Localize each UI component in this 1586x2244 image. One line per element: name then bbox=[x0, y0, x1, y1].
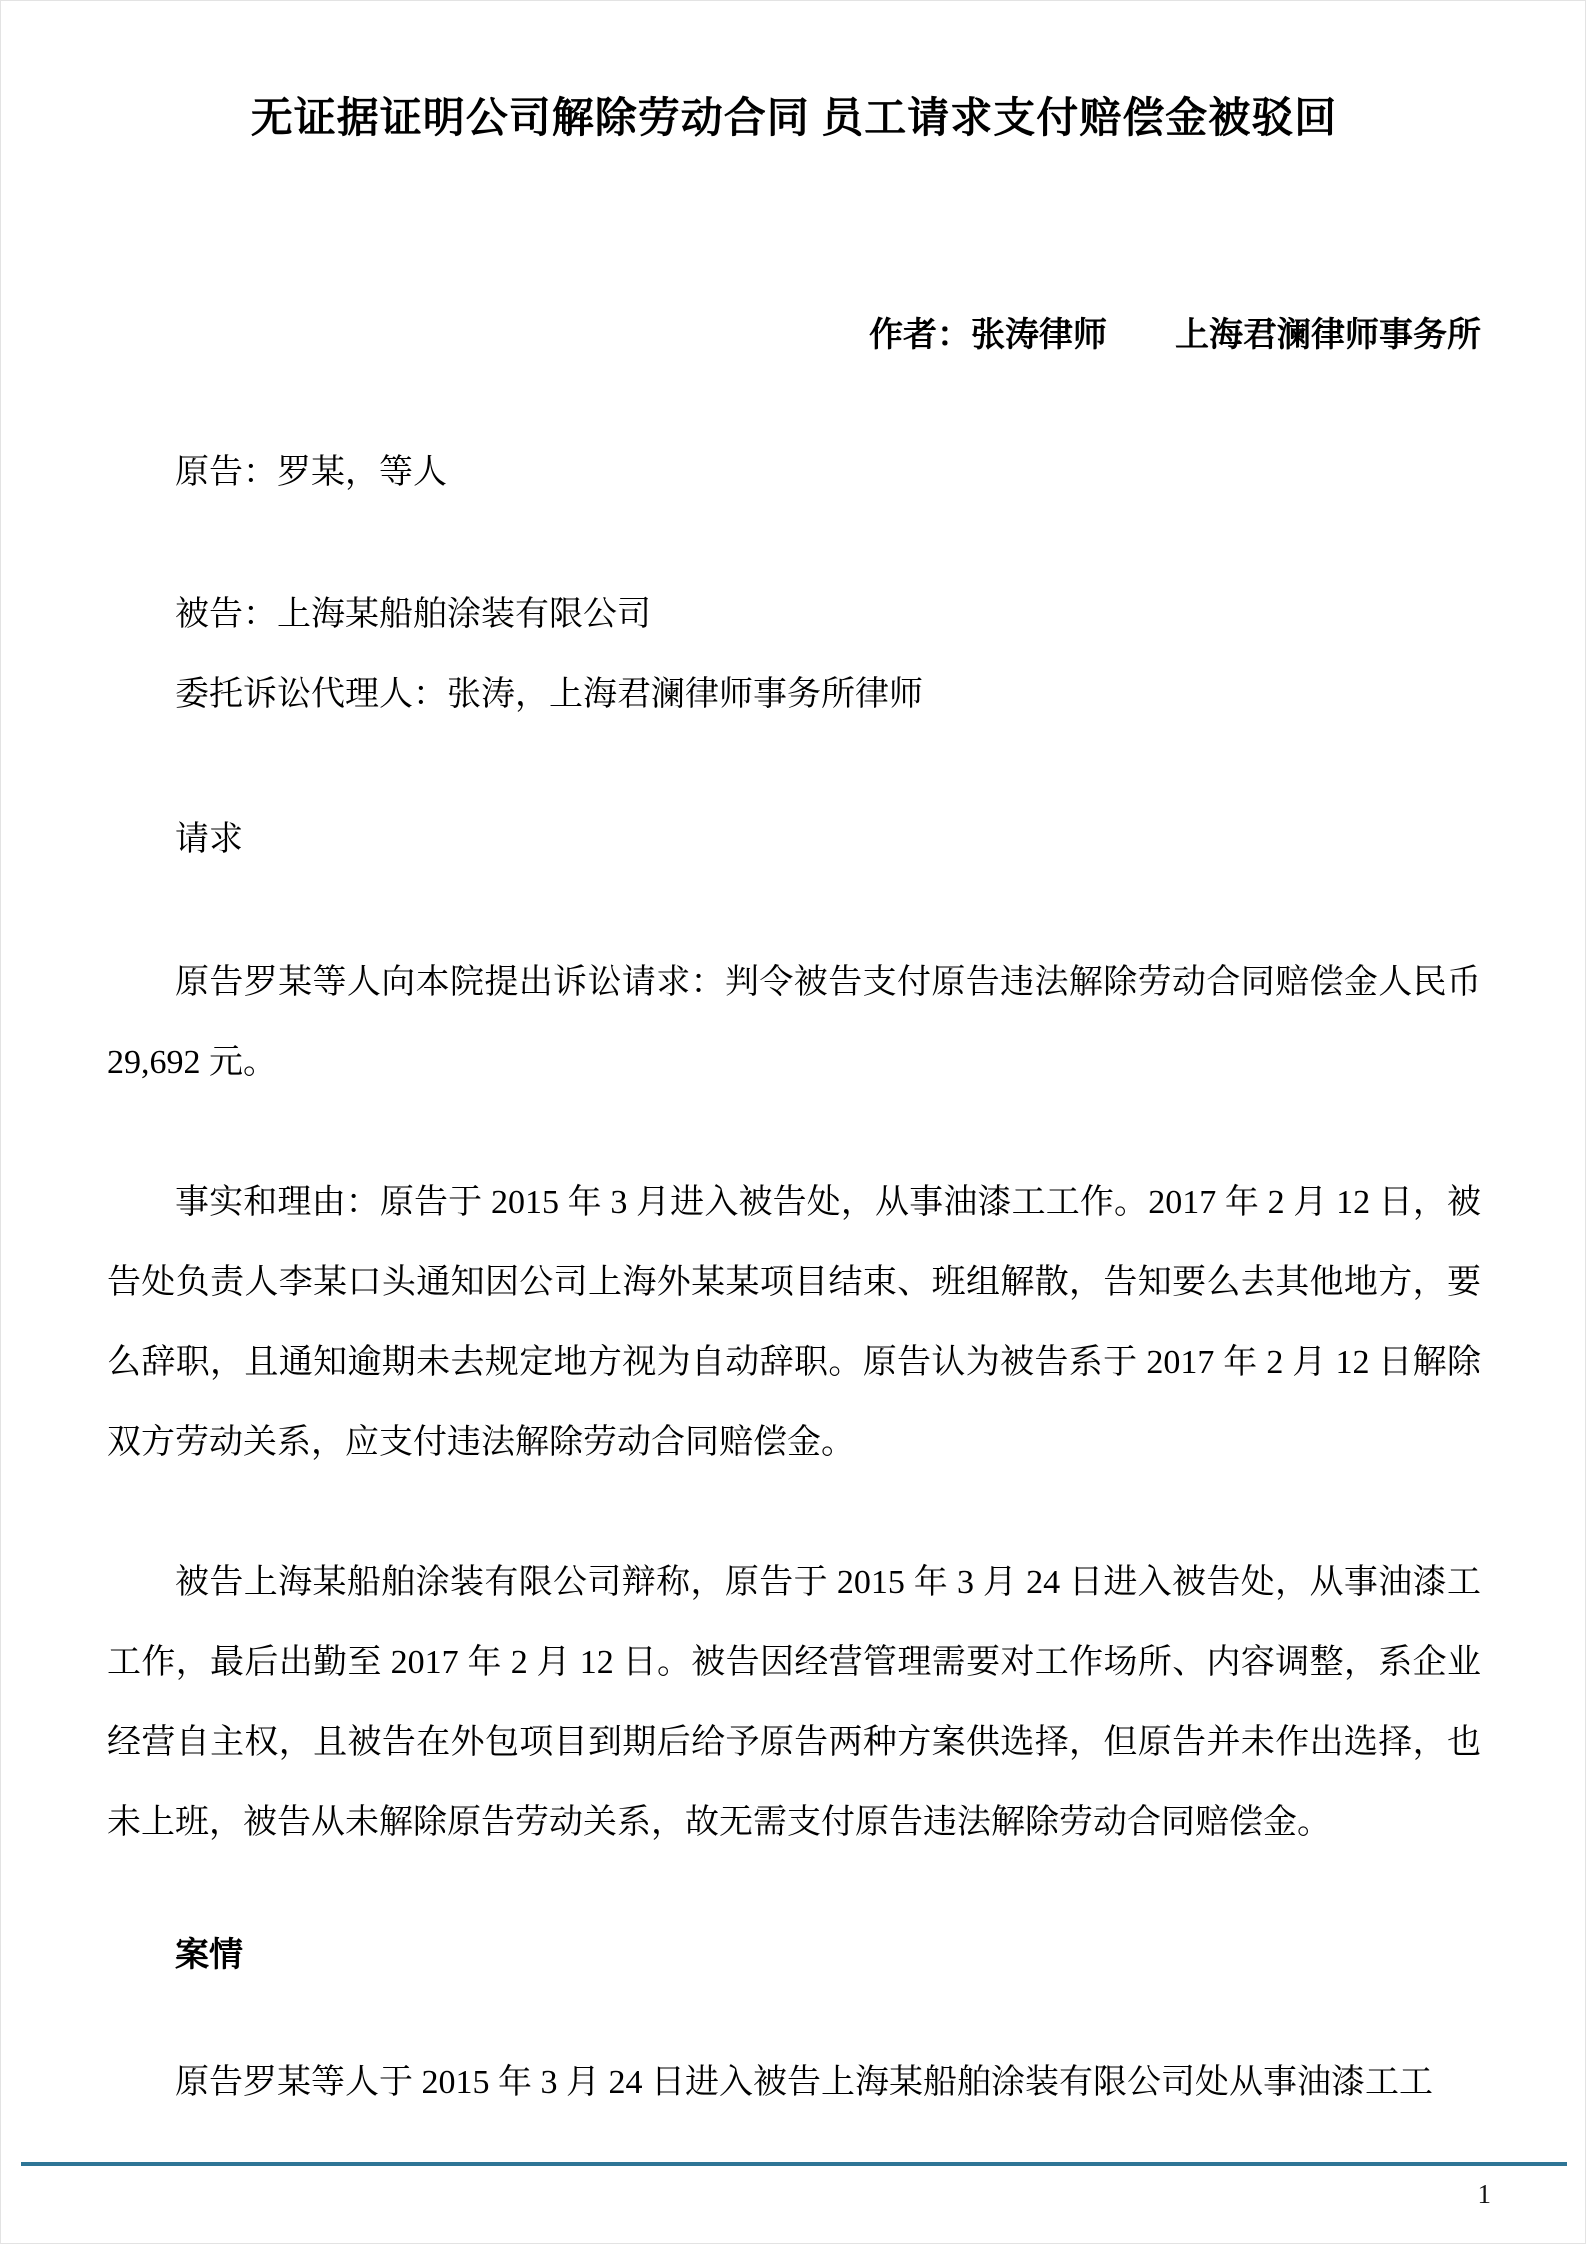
section-heading-case: 案情 bbox=[175, 1937, 243, 1974]
author-byline: 作者：张涛律师 上海君澜律师事务所 bbox=[869, 317, 1481, 354]
paragraph-defendant-reply: 被告上海某船舶涂装有限公司辩称，原告于 2015 年 3 月 24 日进入被告处，从事油漆工工作，最后出勤至 2017 年 2 月 12 日。被告因经营管理需要对工作场所、内容调整，系企业经营自主权，且被告在外包项目到期后给予原告两种方案供选择，但原告并未作出选择，也未上班，被告从未解除原告劳动关系，故无需支付原告违法解除劳动合同赔偿金。 bbox=[107, 1564, 1481, 1841]
page-number: 1 bbox=[1477, 2179, 1491, 2209]
paragraph-claim: 原告罗某等人向本院提出诉讼请求：判令被告支付原告违法解除劳动合同赔偿金人民币 29,692 元。 bbox=[107, 964, 1481, 1081]
defendant-line: 被告：上海某船舶涂装有限公司 bbox=[175, 596, 651, 633]
section-heading-request: 请求 bbox=[175, 821, 243, 858]
plaintiff-line: 原告：罗某，等人 bbox=[175, 454, 447, 491]
paragraph-facts-and-reasons: 事实和理由：原告于 2015 年 3 月进入被告处，从事油漆工工作。2017 年 2 月 12 日，被告处负责人李某口头通知因公司上海外某某项目结束、班组解散，告知要么去其他地方，要么辞职，且通知逾期未去规定地方视为自动辞职。原告认为被告系于 2017 年 2 月 12 日解除双方劳动关系，应支付违法解除劳动合同赔偿金。 bbox=[107, 1184, 1481, 1461]
document-title: 无证据证明公司解除劳动合同 员工请求支付赔偿金被驳回 bbox=[250, 96, 1338, 142]
agent-line: 委托诉讼代理人：张涛，上海君澜律师事务所律师 bbox=[175, 676, 923, 713]
footer-rule bbox=[21, 2162, 1567, 2166]
paragraph-case-facts: 原告罗某等人于 2015 年 3 月 24 日进入被告上海某船舶涂装有限公司处从事油漆工工 bbox=[175, 2064, 1433, 2101]
